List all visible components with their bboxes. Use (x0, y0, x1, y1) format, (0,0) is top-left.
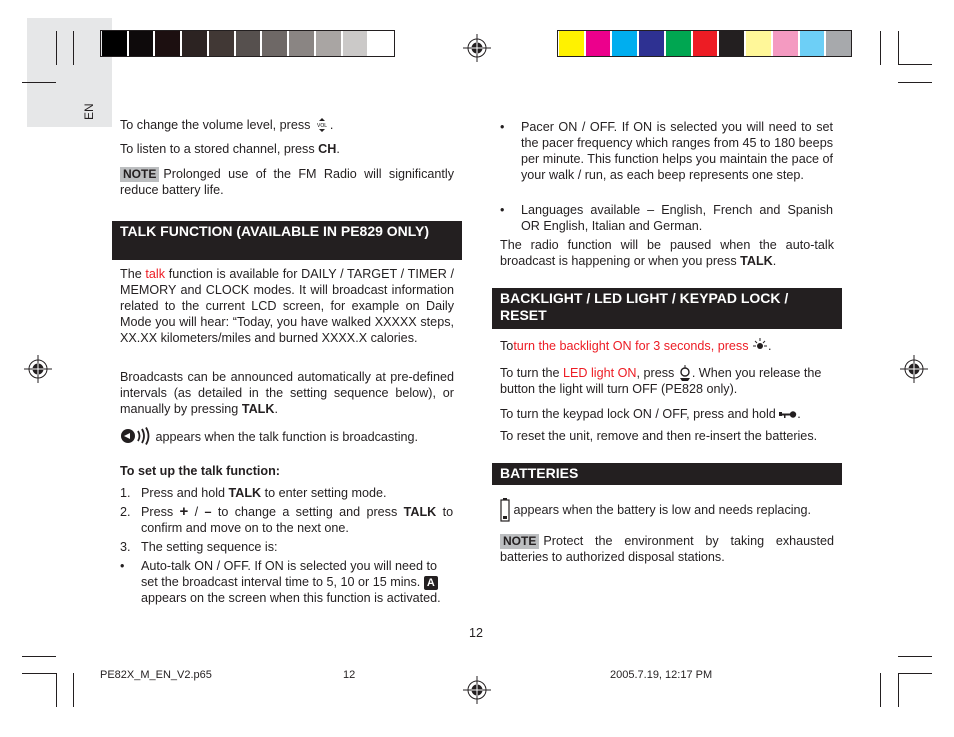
volume-instruction: To change the volume level, press VOL . (120, 118, 334, 132)
footer-page: 12 (343, 669, 356, 681)
reset-instruction: To reset the unit, remove and then re-insert the batteries. (500, 429, 818, 443)
crop-mark (22, 673, 56, 674)
batteries-heading: BATTERIES (492, 463, 842, 485)
crop-mark (898, 31, 899, 65)
crop-mark (56, 673, 57, 707)
crop-mark (880, 673, 881, 707)
grayscale-swatch (369, 31, 394, 56)
keypad-lock-instruction: To turn the keypad lock ON / OFF, press and hold . (500, 407, 801, 421)
grayscale-swatch (236, 31, 261, 56)
process-color-swatch (612, 31, 637, 56)
grayscale-swatch (289, 31, 314, 56)
registration-mark-icon (463, 34, 491, 62)
list-item: • Pacer ON / OFF. If ON is selected you will need to set the pacer frequency which ranges from 45 to 180 beeps per minute. This function helps you maintain the pace of your walk / run, as each beep represents one step. (500, 120, 833, 182)
crop-mark (73, 673, 74, 707)
list-item: • Languages available – English, French and Spanish OR English, Italian and German. (500, 203, 833, 233)
backlight-heading: BACKLIGHT / LED LIGHT / KEYPAD LOCK / RESET (492, 288, 842, 329)
battery-low-description: appears when the battery is low and needs replacing. (500, 498, 840, 522)
list-item: 3. The setting sequence is: (120, 540, 278, 554)
grayscale-swatch (182, 31, 207, 56)
registration-mark-icon (24, 355, 52, 383)
listen-instruction: To listen to a stored channel, press CH. (120, 142, 340, 156)
key-icon (779, 409, 797, 419)
process-color-swatch (800, 31, 825, 56)
led-instruction: To turn the LED light ON, press . When you release the button the light will turn OFF (PE828 only). (500, 366, 822, 396)
list-item: 2. Press + / – to change a setting and press TALK to confirm and move on to the next one. (120, 503, 454, 535)
backlight-instruction: Toturn the backlight ON for 3 seconds, press . (500, 339, 772, 353)
process-color-swatch (693, 31, 718, 56)
list-item: 1. Press and hold TALK to enter setting mode. (120, 486, 387, 500)
crop-mark (22, 82, 56, 83)
svg-text:VOL: VOL (316, 123, 327, 129)
process-color-swatch (586, 31, 611, 56)
led-light-icon (678, 365, 692, 381)
registration-mark-icon (463, 676, 491, 704)
grayscale-swatch (316, 31, 341, 56)
setup-heading: To set up the talk function: (120, 464, 280, 478)
volume-button-icon (314, 117, 330, 133)
grayscale-swatch (343, 31, 368, 56)
crop-mark (73, 31, 74, 65)
backlight-icon (752, 338, 768, 352)
grayscale-swatch (262, 31, 287, 56)
broadcasting-indicator: appears when the talk function is broadcasting. (120, 427, 460, 445)
process-color-swatch (666, 31, 691, 56)
broadcast-description: Broadcasts can be announced automatically at pre-defined intervals (as detailed in the setting sequence below), or manually by pressing TALK. (120, 370, 454, 416)
grayscale-swatch (155, 31, 180, 56)
talk-broadcast-icon (120, 427, 152, 445)
grayscale-swatch (102, 31, 127, 56)
process-color-swatch (559, 31, 584, 56)
note-environment: NOTE Protect the environment by taking exhausted batteries to authorized disposal stations. (500, 534, 834, 564)
radio-paused-text: The radio function will be paused when the auto-talk broadcast is happening or when you press TALK. (500, 238, 834, 268)
crop-mark (898, 673, 932, 674)
grayscale-swatch (129, 31, 154, 56)
list-item: • Auto-talk ON / OFF. If ON is selected you will need to set the broadcast interval time to 5, 10 or 15 mins. A appears on the screen when this function is activated. (120, 559, 441, 605)
process-color-swatch (826, 31, 851, 56)
footer-filename: PE82X_M_EN_V2.p65 (100, 669, 212, 681)
crop-mark (898, 64, 932, 65)
crop-mark (898, 656, 932, 657)
crop-mark (898, 673, 899, 707)
crop-mark (880, 31, 881, 65)
footer-datetime: 2005.7.19, 12:17 PM (610, 669, 713, 681)
process-color-swatch (719, 31, 744, 56)
note-fm-radio: NOTE Prolonged use of the FM Radio will significantly reduce battery life. (120, 167, 454, 197)
auto-talk-icon: A (424, 576, 438, 590)
process-color-swatch (639, 31, 664, 56)
talk-description: The talk function is available for DAILY / TARGET / TIMER / MEMORY and CLOCK modes. It will broadcast information related to the current LCD screen, for example on Daily Mode you will hear: “Today, you have walked XXXXX steps, XX.XX kilometers/miles and burned XXXX.X calories. (120, 267, 455, 345)
crop-mark (22, 656, 56, 657)
note-badge: NOTE (120, 167, 159, 182)
crop-mark (56, 31, 57, 65)
grayscale-swatch (209, 31, 234, 56)
registration-mark-icon (900, 355, 928, 383)
crop-mark (898, 82, 932, 83)
note-badge: NOTE (500, 534, 539, 549)
talk-function-heading: TALK FUNCTION (AVAILABLE IN PE829 ONLY) (112, 221, 462, 260)
process-color-swatch (746, 31, 771, 56)
language-tab-label: EN (82, 103, 96, 120)
battery-low-icon (500, 498, 510, 522)
process-color-swatch (773, 31, 798, 56)
page-number: 12 (469, 626, 484, 640)
